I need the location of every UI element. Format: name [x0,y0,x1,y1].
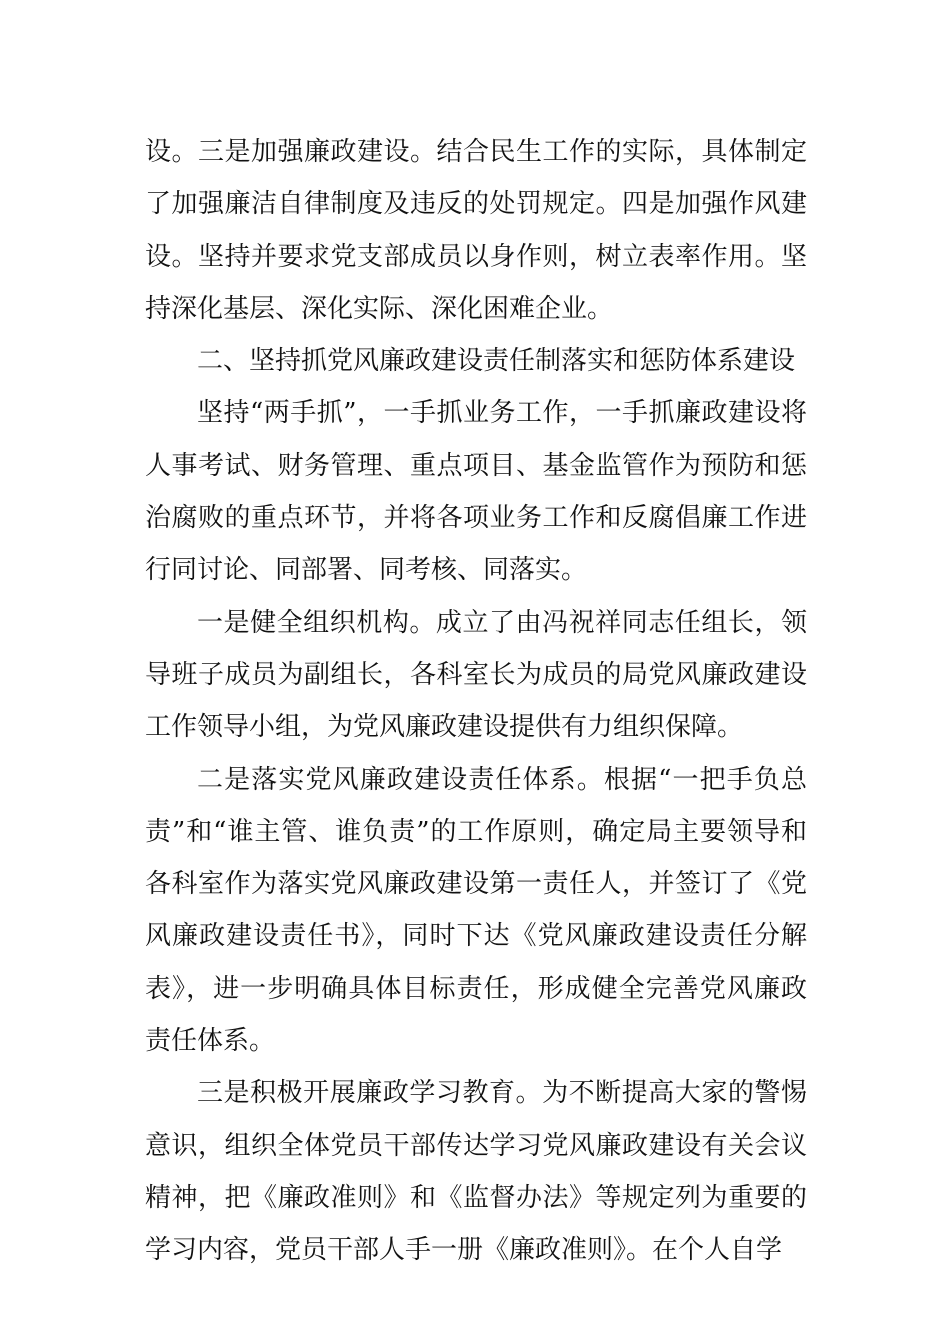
paragraph: 三是积极开展廉政学习教育。为不断提高大家的警惕意识，组织全体党员干部传达学习党风廉政建设有关会议精神，把《廉政准则》和《监督办法》等规定列为重要的学习内容，党员干部人手一册《廉政准则》。在个人自学 [145,1078,807,1266]
document-body [145,126,807,1277]
paragraph-continuation: 设。三是加强廉政建设。结合民生工作的实际，具体制定了加强廉洁自律制度及违反的处罚规定。四是加强作风建设。坚持并要求党支部成员以身作则，树立表率作用。坚持深化基层、深化实际、深化困难企业。 [145,137,807,324]
paragraph: 坚持“两手抓”，一手抓业务工作，一手抓廉政建设将人事考试、财务管理、重点项目、基金监管作为预防和惩治腐败的重点环节，并将各项业务工作和反腐倡廉工作进行同讨论、同部署、同考核、同落实。 [145,398,807,586]
section-heading: 二、坚持抓党风廉政建设责任制落实和惩防体系建设 [197,346,796,377]
paragraph: 二是落实党风廉政建设责任体系。根据“一把手负总责”和“谁主管、谁负责”的工作原则，确定局主要领导和各科室作为落实党风廉政建设第一责任人，并签订了《党风廉政建设责任书》，同时下达《党风廉政建设责任分解表》，进一步明确具体目标责任，形成健全完善党风廉政责任体系。 [145,764,807,1057]
paragraph: 一是健全组织机构。成立了由冯祝祥同志任组长，领导班子成员为副组长，各科室长为成员的局党风廉政建设工作领导小组，为党风廉政建设提供有力组织保障。 [145,607,807,743]
